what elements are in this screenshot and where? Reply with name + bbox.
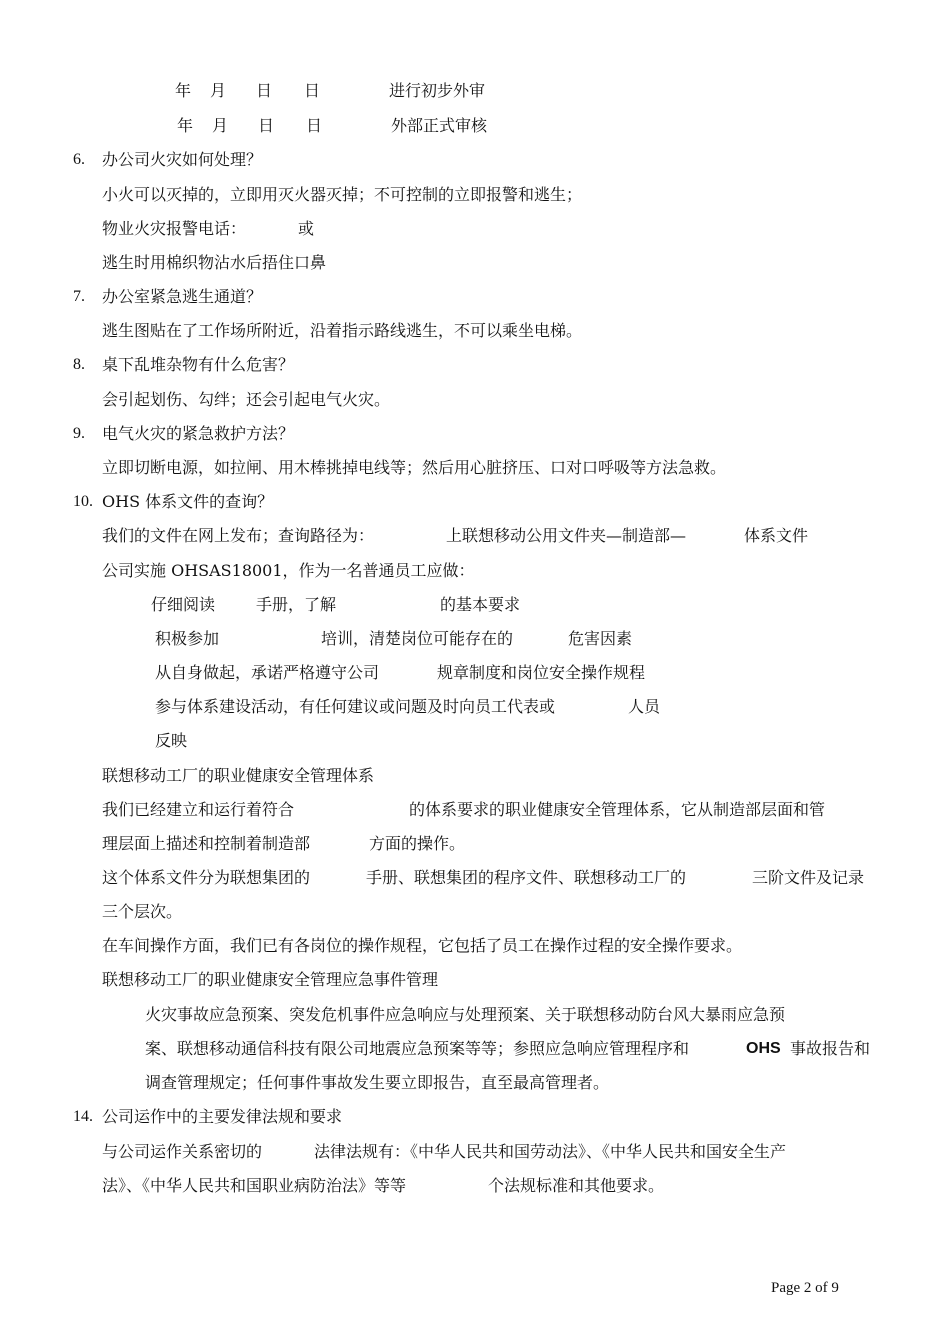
- system-title: 联想移动工厂的职业健康安全管理体系: [102, 766, 375, 785]
- q6-question: 办公司火灾如何处理？: [102, 150, 263, 169]
- duty-4-a: 参与体系建设活动，有任何建议或问题及时向员工代表或: [155, 697, 556, 716]
- schedule-year-1: 年: [175, 81, 192, 100]
- q6-answer-2-or: 或: [298, 219, 315, 238]
- schedule-task-1: 进行初步外审: [389, 81, 486, 100]
- emergency-line-2-ohs: OHS: [746, 1040, 781, 1057]
- system-p3: 在车间操作方面，我们已有各岗位的操作规程，它包括了员工在操作过程的安全操作要求。: [102, 936, 743, 955]
- duty-2-b: 培训，清楚岗位可能存在的: [321, 629, 514, 648]
- duty-2-a: 积极参加: [155, 629, 220, 648]
- q14-line-2-b: 个法规标准和其他要求。: [488, 1176, 665, 1195]
- q10-implementation: 公司实施 OHSAS18001，作为一名普通员工应做：: [102, 561, 475, 580]
- q7-answer-1: 逃生图贴在了工作场所附近，沿着指示路线逃生，不可以乘坐电梯。: [102, 321, 583, 340]
- schedule-day-2b: 日: [306, 116, 323, 135]
- system-p1-c: 理层面上描述和控制着制造部: [102, 834, 311, 853]
- duty-3-b: 规章制度和岗位安全操作规程: [437, 663, 646, 682]
- q10-path-c: 体系文件: [744, 526, 809, 545]
- q14-number: 14.: [73, 1108, 93, 1125]
- q6-answer-3: 逃生时用棉织物沾水后捂住口鼻: [102, 253, 327, 272]
- system-p2-d: 三个层次。: [102, 902, 183, 921]
- emergency-line-2-c: 事故报告和: [790, 1039, 871, 1058]
- q10-question: OHS 体系文件的查询？: [102, 492, 274, 511]
- duty-5: 反映: [155, 731, 188, 750]
- schedule-day-2a: 日: [258, 116, 275, 135]
- q8-answer-1: 会引起划伤、勾绊；还会引起电气火灾。: [102, 390, 391, 409]
- q14-question: 公司运作中的主要发律法规和要求: [102, 1107, 343, 1126]
- q10-path-a: 我们的文件在网上发布；查询路径为：: [102, 526, 375, 545]
- emergency-line-2-a: 案、联想移动通信科技有限公司地震应急预案等等；参照应急响应管理程序和: [145, 1039, 690, 1058]
- q8-question: 桌下乱堆杂物有什么危害？: [102, 355, 295, 374]
- emergency-line-3: 调查管理规定；任何事件事故发生要立即报告，直至最高管理者。: [145, 1073, 610, 1092]
- duty-1-b: 手册，了解: [256, 595, 337, 614]
- system-p2-c: 三阶文件及记录: [752, 868, 865, 887]
- page-number: Page 2 of 9: [771, 1280, 839, 1296]
- system-p2-b: 手册、联想集团的程序文件、联想移动工厂的: [366, 868, 687, 887]
- q7-number: 7.: [73, 288, 85, 305]
- schedule-day-1b: 日: [304, 81, 321, 100]
- schedule-day-1a: 日: [256, 81, 273, 100]
- q6-number: 6.: [73, 151, 85, 168]
- q6-answer-1: 小火可以灭掉的，立即用灭火器灭掉；不可控制的立即报警和逃生；: [102, 185, 583, 204]
- q6-answer-2: 物业火灾报警电话：: [102, 219, 247, 238]
- schedule-year-2: 年: [177, 116, 194, 135]
- duty-1-c: 的基本要求: [440, 595, 521, 614]
- duty-2-c: 危害因素: [568, 629, 633, 648]
- schedule-month-2: 月: [212, 116, 229, 135]
- duty-3-a: 从自身做起，承诺严格遵守公司: [155, 663, 380, 682]
- system-p2-a: 这个体系文件分为联想集团的: [102, 868, 311, 887]
- q9-number: 9.: [73, 425, 85, 442]
- q9-answer-1: 立即切断电源，如拉闸、用木棒挑掉电线等；然后用心脏挤压、口对口呼吸等方法急救。: [102, 458, 727, 477]
- q10-number: 10.: [73, 493, 93, 510]
- q7-question: 办公室紧急逃生通道？: [102, 287, 263, 306]
- system-p1-b: 的体系要求的职业健康安全管理体系，它从制造部层面和管: [409, 800, 826, 819]
- q14-line-2-a: 法》、《中华人民共和国职业病防治法》等等: [102, 1176, 407, 1195]
- q14-line-1-a: 与公司运作关系密切的: [102, 1142, 263, 1161]
- q14-line-1-b: 法律法规有：《中华人民共和国劳动法》、《中华人民共和国安全生产: [314, 1142, 787, 1161]
- q8-number: 8.: [73, 356, 85, 373]
- schedule-month-1: 月: [210, 81, 227, 100]
- emergency-title: 联想移动工厂的职业健康安全管理应急事件管理: [102, 970, 439, 989]
- system-p1-d: 方面的操作。: [369, 834, 466, 853]
- duty-4-b: 人员: [628, 697, 661, 716]
- system-p1-a: 我们已经建立和运行着符合: [102, 800, 295, 819]
- q10-path-b: 上联想移动公用文件夹—制造部—: [446, 526, 687, 545]
- schedule-task-2: 外部正式审核: [391, 116, 488, 135]
- duty-1-a: 仔细阅读: [151, 595, 216, 614]
- emergency-line-1: 火灾事故应急预案、突发危机事件应急响应与处理预案、关于联想移动防台风大暴雨应急预: [145, 1005, 786, 1024]
- q9-question: 电气火灾的紧急救护方法？: [102, 424, 295, 443]
